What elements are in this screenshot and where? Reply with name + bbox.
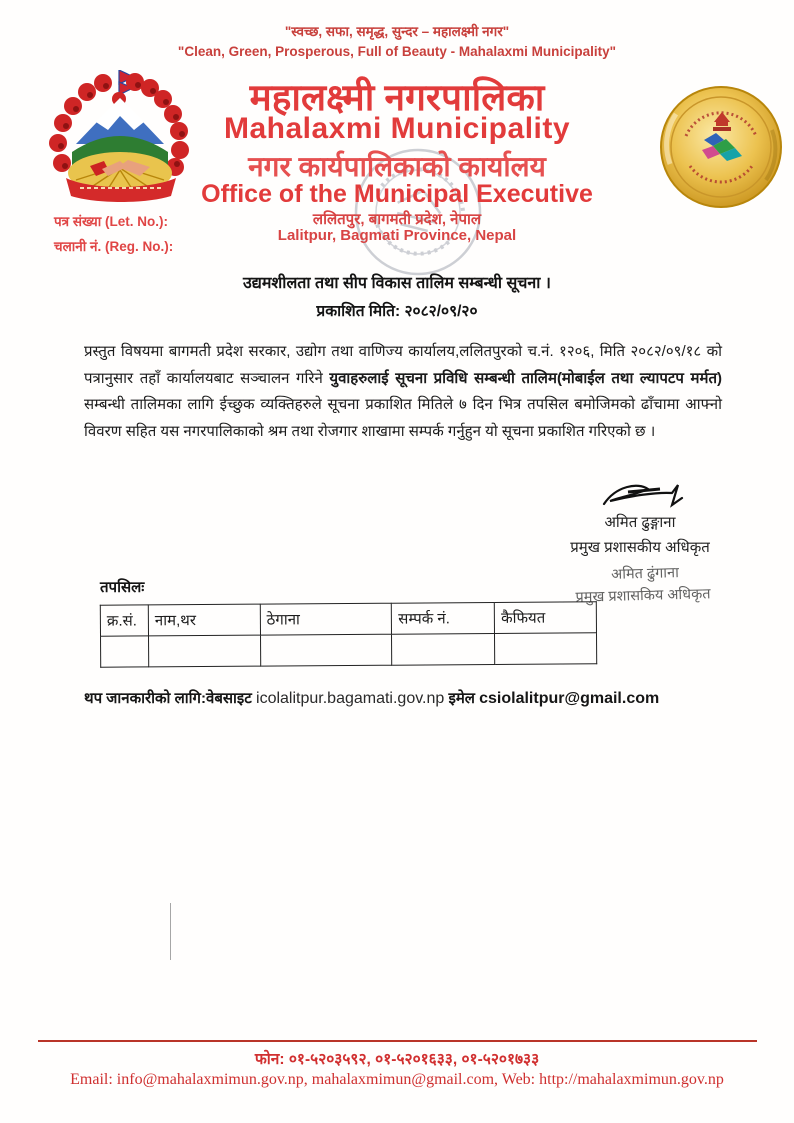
more-info-prefix: थप जानकारीको लागि:वेबसाइट [84, 690, 257, 707]
office-name-english: Office of the Municipal Executive [201, 180, 593, 208]
address-english: Lalitpur, Bagmati Province, Nepal [277, 227, 517, 244]
footer-email-web: Email: info@mahalaxmimun.gov.np, mahalaxmimun@gmail.com, Web: http://mahalaxmimun.gov.np [70, 1071, 724, 1088]
schedule-label: तपसिलः [100, 579, 145, 596]
email-text: csiolalitpur@gmail.com [479, 690, 660, 707]
table-cell-empty [392, 633, 495, 665]
email-label: इमेल [444, 690, 480, 707]
signatory-title: प्रमुख प्रशासकीय अधिकृत [570, 539, 710, 556]
stamp-signatory-title: प्रमुख प्रशासकिय अधिकृत [575, 586, 711, 606]
notice-subject: उद्यमशीलता तथा सीप विकास तालिम सम्बन्धी सूचना । [243, 275, 551, 292]
table-empty-row [101, 633, 597, 667]
col-header-serial: क्र.सं. [100, 605, 148, 636]
table-cell-empty [148, 635, 260, 667]
signatory-name: अमित ढुङ्गाना [604, 514, 676, 531]
signature-scribble [598, 480, 693, 512]
col-header-address: ठेगाना [260, 603, 392, 635]
body-text-bold: युवाहरुलाई सूचना प्रविधि सम्बन्धी तालिम(मोबाईल तथा ल्यापटप मर्मत) [329, 369, 722, 387]
slogan-english: "Clean, Green, Prosperous, Full of Beauty - Mahalaxmi Municipality" [177, 44, 617, 59]
footer-divider [38, 1040, 757, 1042]
schedule-table [100, 601, 597, 667]
municipality-name-english: Mahalaxmi Municipality [223, 112, 571, 145]
notice-body [84, 339, 722, 445]
more-info-line [84, 688, 744, 708]
col-header-remarks: कैफियत [494, 602, 596, 634]
registration-number-label: चलानी नं. (Reg. No.): [54, 239, 174, 254]
published-date: प्रकाशित मिति: २०८२/०९/२० [316, 303, 478, 320]
scan-artifact-line [170, 903, 171, 960]
footer-phone: फोन: ०१-५२०३५९२, ०१-५२०१६३३, ०१-५२०१७३३ [254, 1051, 540, 1068]
col-header-contact: सम्पर्क नं. [392, 602, 495, 634]
slogan-nepali: "स्वच्छ, सफा, समृद्ध, सुन्दर – महालक्ष्मी नगर" [284, 24, 510, 39]
body-text-1: प्रस्तुत विषयमा बागमती प्रदेश सरकार, उद्योग तथा वाणिज्य कार्यालय,ललितपुरको च.नं. १२०६, मिति २०८२/०९/१८ को पत्रानुसार तहाँ कार्यालयबाट सञ्चालन गरिने [84, 343, 722, 387]
table-header-row [100, 602, 596, 636]
table-cell-empty [101, 636, 149, 667]
address-nepali: ललितपुर, बागमती प्रदेश, नेपाल [312, 211, 482, 228]
col-header-name: नाम,थर [148, 604, 260, 636]
stamp-signatory-name: अमित ढुंगाना [610, 565, 680, 583]
table-cell-empty [495, 633, 597, 665]
municipality-name-nepali: महालक्ष्मी नगरपालिका [249, 77, 545, 118]
body-text-2: सम्बन्धी तालिमका लागि ईच्छुक व्यक्तिहरुले सूचना प्रकाशित मितिले ७ दिन भित्र तपसिल बमोजिमको ढाँचामा आफ्नो विवरण सहित यस नगरपालिकाको श्रम तथा रोजगार शाखामा सम्पर्क गर्नुहुन यो सूचना प्रकाशित गरिएको छ । [84, 396, 722, 440]
website-text: icolalitpur.bagamati.gov.np [256, 690, 445, 707]
table-cell-empty [260, 634, 392, 666]
office-name-nepali: नगर कार्यपालिकाको कार्यालय [248, 151, 546, 182]
letter-number-label: पत्र संख्या (Let. No.): [54, 214, 168, 229]
